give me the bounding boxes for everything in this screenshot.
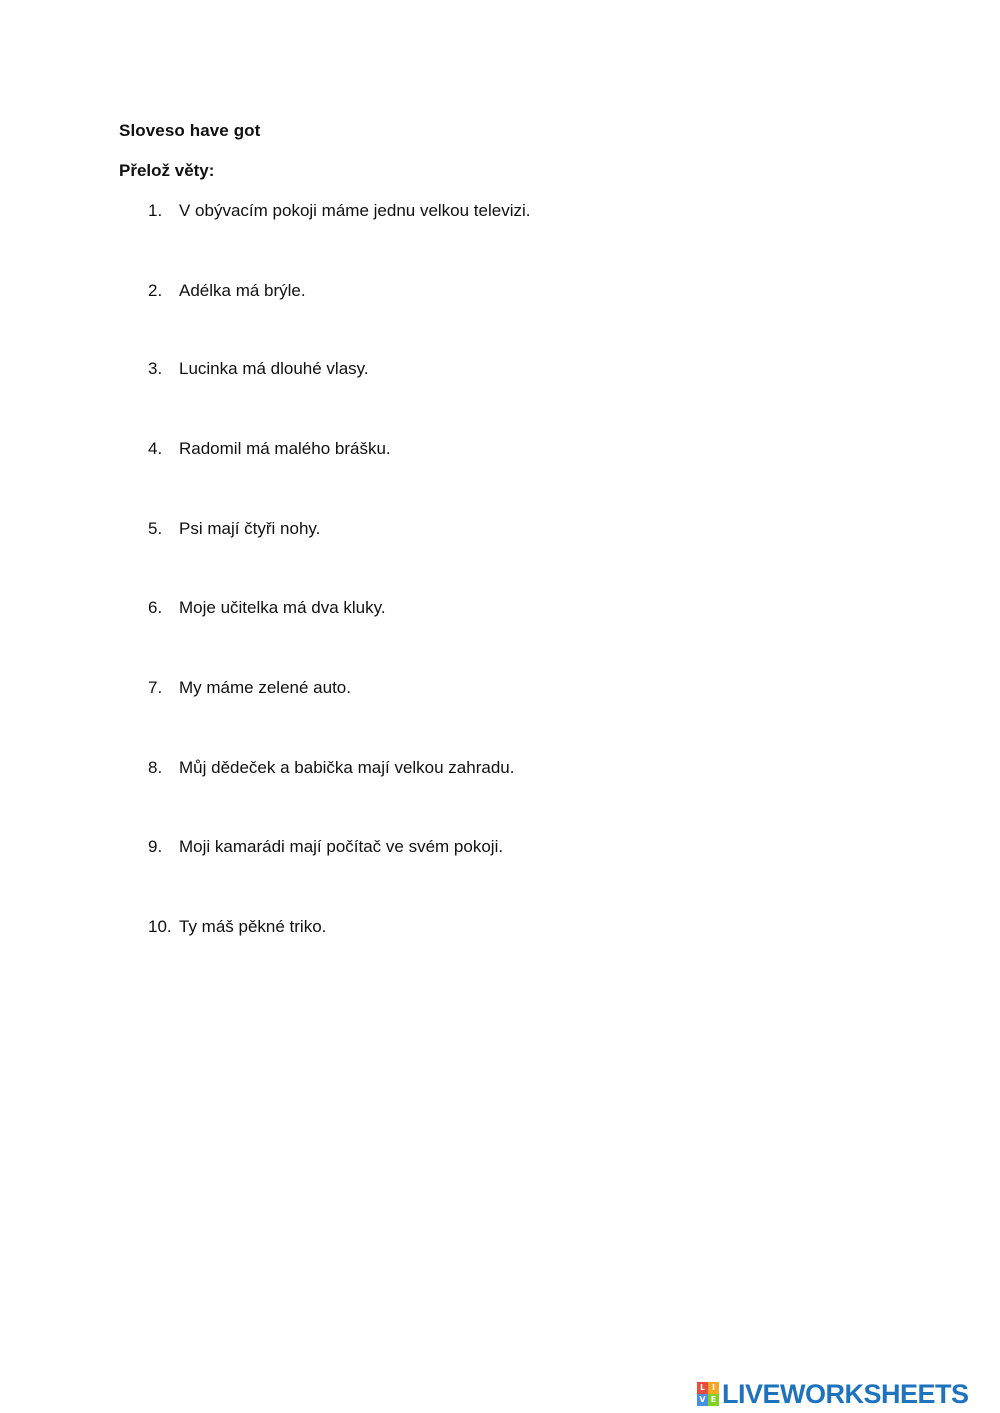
item-text: Moji kamarádi mají počítač ve svém pokoji. [179,837,504,856]
item-number: 10. [148,917,172,936]
item-text: Moje učitelka má dva kluky. [179,598,386,617]
item-text: V obývacím pokoji máme jednu velkou televizi. [179,201,531,220]
list-item [148,519,848,539]
item-text: Ty máš pěkné triko. [179,917,327,936]
list-item [148,917,848,937]
worksheet-title: Sloveso have got [119,121,261,140]
item-text: Lucinka má dlouhé vlasy. [179,359,369,378]
item-number: 6. [148,598,163,617]
item-number: 4. [148,439,163,458]
list-item [148,439,848,459]
item-text: Můj dědeček a babička mají velkou zahradu. [179,758,515,777]
item-text: Radomil má malého brášku. [179,439,391,458]
item-number: 8. [148,758,163,777]
item-text: My máme zelené auto. [179,678,351,697]
item-number: 7. [148,678,163,697]
item-text: Psi mají čtyři nohy. [179,519,321,538]
item-text: Adélka má brýle. [179,281,306,300]
list-item [148,598,848,618]
item-number: 5. [148,519,163,538]
list-item [148,359,848,379]
liveworksheets-logo-text: LIVEWORKSHEETS [722,1378,969,1409]
liveworksheets-logo [697,1377,969,1411]
list-item [148,758,848,778]
item-number: 2. [148,281,163,300]
item-number: 9. [148,837,163,856]
list-item [148,201,848,221]
item-number: 3. [148,359,163,378]
list-item [148,678,848,698]
list-item [148,281,848,301]
liveworksheets-logo-icon: L I V E [697,1382,719,1406]
list-item [148,837,848,857]
item-number: 1. [148,201,163,220]
worksheet-instruction: Přelož věty: [119,161,215,180]
